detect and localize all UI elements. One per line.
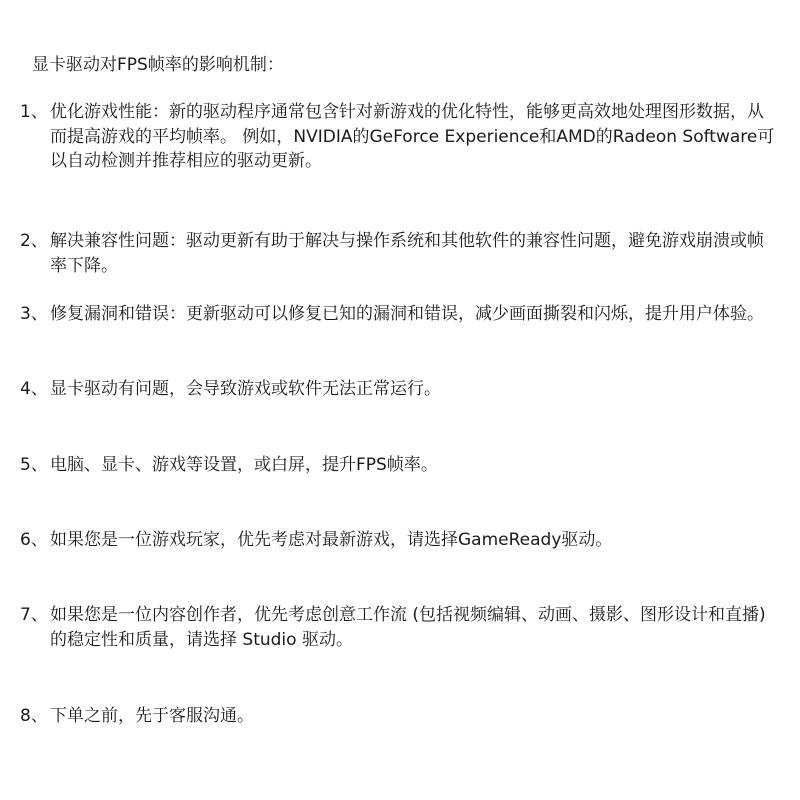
list-item-number: 7、 (20, 605, 48, 625)
list-item-number: 8、 (20, 706, 48, 726)
list-item (20, 603, 780, 652)
list-item-text: 下单之前，先于客服沟通。 (50, 706, 254, 726)
list-item (20, 302, 780, 327)
list-item (20, 704, 780, 729)
document-title: 显卡驱动对FPS帧率的影响机制： (32, 55, 284, 75)
list-item (20, 453, 780, 478)
list-item-text: 显卡驱动有问题，会导致游戏或软件无法正常运行。 (50, 379, 441, 399)
list-item-number: 6、 (20, 530, 48, 550)
list-item-text: 解决兼容性问题：驱动更新有助于解决与操作系统和其他软件的兼容性问题，避免游戏崩溃或帧率下降。 (50, 231, 764, 276)
list-item-text: 优化游戏性能：新的驱动程序通常包含针对新游戏的优化特性，能够更高效地处理图形数据，从而提高游戏的平均帧率。 例如，NVIDIA的GeForce Experience和AMD的Radeon Software可以自动检测并推荐相应的驱动更新。 (50, 102, 775, 171)
list-item-text: 如果您是一位游戏玩家，优先考虑对最新游戏，请选择GameReady驱动。 (50, 530, 613, 550)
list-item (20, 229, 780, 278)
list-item-number: 3、 (20, 304, 48, 324)
list-item (20, 377, 780, 402)
list-item-number: 2、 (20, 231, 48, 251)
list-item-number: 5、 (20, 455, 48, 475)
list-item (20, 100, 780, 174)
list-item-number: 4、 (20, 379, 48, 399)
list-item-text: 电脑、显卡、游戏等设置，或白屏，提升FPS帧率。 (50, 455, 438, 475)
list-item-text: 如果您是一位内容创作者，优先考虑创意工作流 (包括视频编辑、动画、摄影、图形设计和直播) 的稳定性和质量，请选择 Studio 驱动。 (50, 605, 766, 650)
list-item-number: 1、 (20, 102, 48, 122)
list-item (20, 528, 780, 553)
list-item-text: 修复漏洞和错误：更新驱动可以修复已知的漏洞和错误，减少画面撕裂和闪烁，提升用户体验。 (50, 304, 764, 324)
